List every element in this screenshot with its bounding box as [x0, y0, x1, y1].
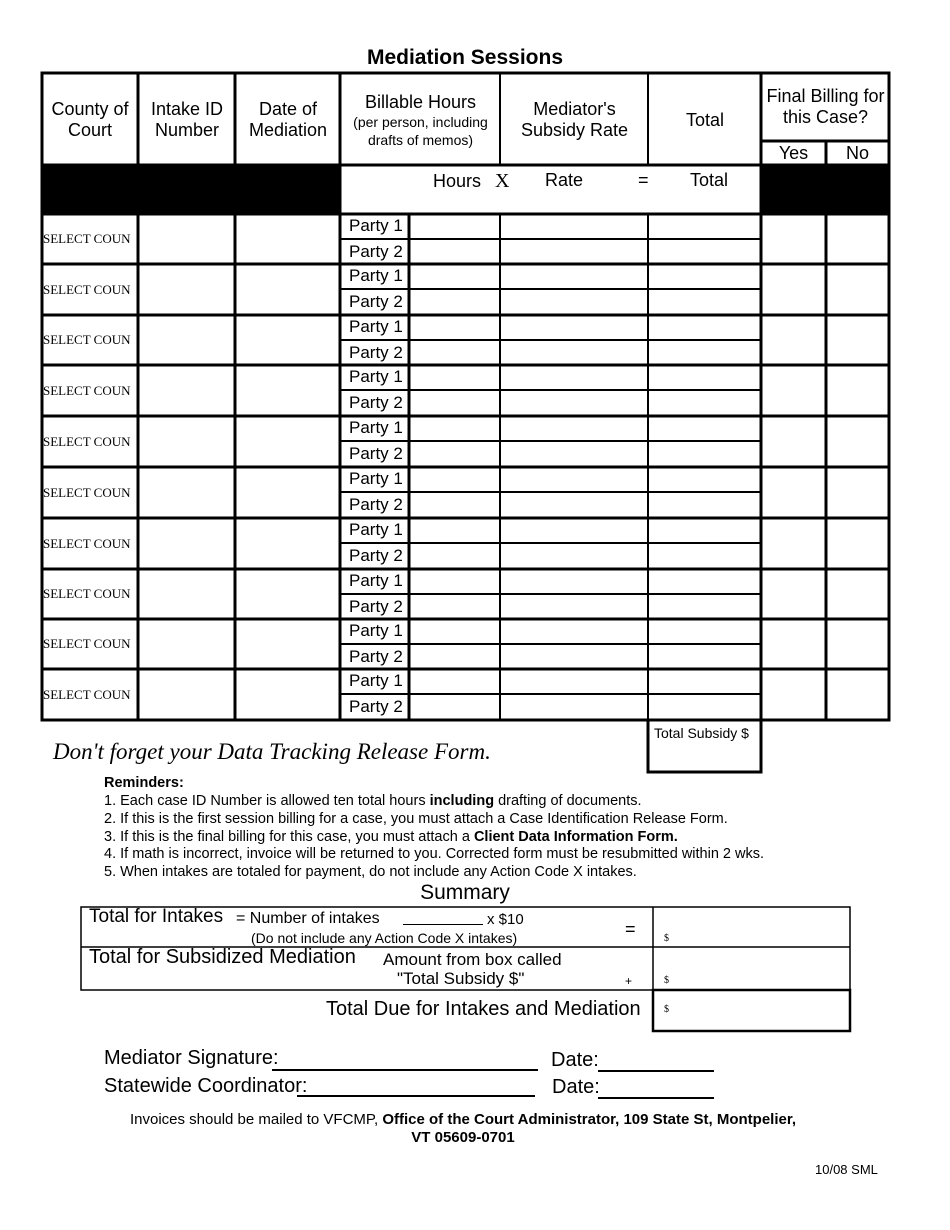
- county-select[interactable]: SELECT COUN: [43, 231, 131, 246]
- reminder-4: 4. If math is incorrect, invoice will be returned to you. Corrected form must be resubmitted within 2 wks.: [104, 846, 765, 862]
- intakes-dollar: $: [664, 933, 669, 944]
- header-no: No: [845, 143, 869, 163]
- party-1-label: Party 1: [349, 520, 403, 539]
- intakes-equals: =: [625, 919, 636, 939]
- intakes-count-field[interactable]: [403, 924, 483, 925]
- header-county: County of Court: [51, 99, 129, 140]
- county-select[interactable]: SELECT COUN: [43, 484, 131, 500]
- header-final-billing: Final Billing for this Case?: [766, 86, 885, 127]
- coordinator-date-label: Date:: [552, 1076, 600, 1098]
- party-2-label: Party 2: [349, 697, 403, 716]
- header-intake-id: Intake ID Number: [150, 99, 224, 140]
- intakes-total-field[interactable]: [674, 912, 844, 944]
- total-due-field[interactable]: [674, 994, 844, 1027]
- formula-total: Total: [690, 170, 729, 190]
- mediator-signature-label: Mediator Signature:: [104, 1047, 279, 1069]
- coordinator-label: Statewide Coordinator:: [104, 1075, 308, 1097]
- formula-x: X: [495, 170, 510, 192]
- formula-hours: Hours: [433, 171, 482, 191]
- county-select[interactable]: SELECT COUN: [43, 433, 131, 449]
- party-1-label: Party 1: [349, 216, 403, 235]
- total-due-dollar: $: [664, 1004, 669, 1015]
- header-date: Date of Mediation: [248, 99, 328, 140]
- county-select[interactable]: SELECT COUN: [43, 636, 131, 651]
- summary-heading: Summary: [420, 881, 510, 904]
- header-subsidy-rate: Mediator's Subsidy Rate: [520, 99, 629, 140]
- reminder-3: 3. If this is the final billing for this case, you must attach a Client Data Information Form.: [104, 829, 678, 845]
- mediation-plus: +: [625, 974, 633, 988]
- header-yes: Yes: [778, 143, 809, 163]
- mailing-instructions: Invoices should be mailed to VFCMP, Office of the Court Administrator, 109 State St, Montpelier, VT 05609-0701: [129, 1111, 797, 1146]
- mediation-desc-2: "Total Subsidy $": [397, 969, 525, 988]
- header-total: Total: [685, 109, 725, 130]
- county-select[interactable]: SELECT COUN: [43, 535, 131, 551]
- intakes-equation: = Number of intakes: [236, 910, 380, 927]
- mediator-date-label: Date:: [551, 1049, 599, 1071]
- header-billable-hours: Billable Hours (per person, including drafts of memos): [353, 91, 488, 148]
- party-1-label: Party 1: [349, 367, 403, 386]
- party-2-label: Party 2: [349, 647, 403, 666]
- intakes-rate: x $10: [487, 911, 524, 928]
- party-1-label: Party 1: [349, 317, 403, 336]
- party-2-label: Party 2: [349, 343, 403, 362]
- intakes-label: Total for Intakes: [89, 906, 224, 927]
- page-title: Mediation Sessions: [366, 46, 564, 69]
- county-select[interactable]: SELECT COUN: [43, 332, 131, 347]
- coordinator-signature-field[interactable]: [297, 1095, 535, 1097]
- party-2-label: Party 2: [349, 292, 403, 311]
- party-1-label: Party 1: [349, 266, 403, 285]
- reminder-5: 5. When intakes are totaled for payment, do not include any Action Code X intakes.: [104, 864, 637, 880]
- formula-equals: =: [638, 170, 649, 190]
- reminder-banner: Don't forget your Data Tracking Release Form.: [53, 739, 491, 764]
- mediator-signature-field[interactable]: [272, 1069, 538, 1071]
- party-2-label: Party 2: [349, 495, 403, 514]
- county-select[interactable]: SELECT COUN: [43, 281, 131, 297]
- party-1-label: Party 1: [349, 671, 403, 690]
- party-2-label: Party 2: [349, 546, 403, 565]
- reminders-heading: Reminders:: [104, 775, 184, 791]
- county-select[interactable]: SELECT COUN: [43, 586, 131, 601]
- intakes-note: (Do not include any Action Code X intakes): [251, 930, 518, 946]
- county-select[interactable]: SELECT COUN: [43, 686, 131, 702]
- formula-rate: Rate: [545, 170, 584, 190]
- party-1-label: Party 1: [349, 418, 403, 437]
- total-subsidy-label: Total Subsidy $: [654, 725, 749, 741]
- reminder-1: 1. Each case ID Number is allowed ten total hours including drafting of documents.: [104, 793, 642, 809]
- mediation-dollar: $: [664, 975, 669, 986]
- mediation-label: Total for Subsidized Mediation: [89, 946, 356, 968]
- mediator-date-field[interactable]: [598, 1070, 714, 1072]
- coordinator-date-field[interactable]: [598, 1097, 714, 1099]
- party-2-label: Party 2: [349, 393, 403, 412]
- party-2-label: Party 2: [349, 444, 403, 463]
- party-2-label: Party 2: [349, 242, 403, 261]
- county-select[interactable]: SELECT COUN: [43, 382, 131, 398]
- party-1-label: Party 1: [349, 469, 403, 488]
- party-1-label: Party 1: [349, 621, 403, 640]
- mediation-desc-1: Amount from box called: [383, 950, 562, 969]
- party-2-label: Party 2: [349, 597, 403, 616]
- reminder-2: 2. If this is the first session billing for a case, you must attach a Case Identification Release Form.: [104, 811, 728, 827]
- mediation-total-field[interactable]: [674, 952, 844, 986]
- party-1-label: Party 1: [349, 571, 403, 590]
- form-code: 10/08 SML: [815, 1162, 878, 1177]
- total-due-label: Total Due for Intakes and Mediation: [326, 998, 641, 1020]
